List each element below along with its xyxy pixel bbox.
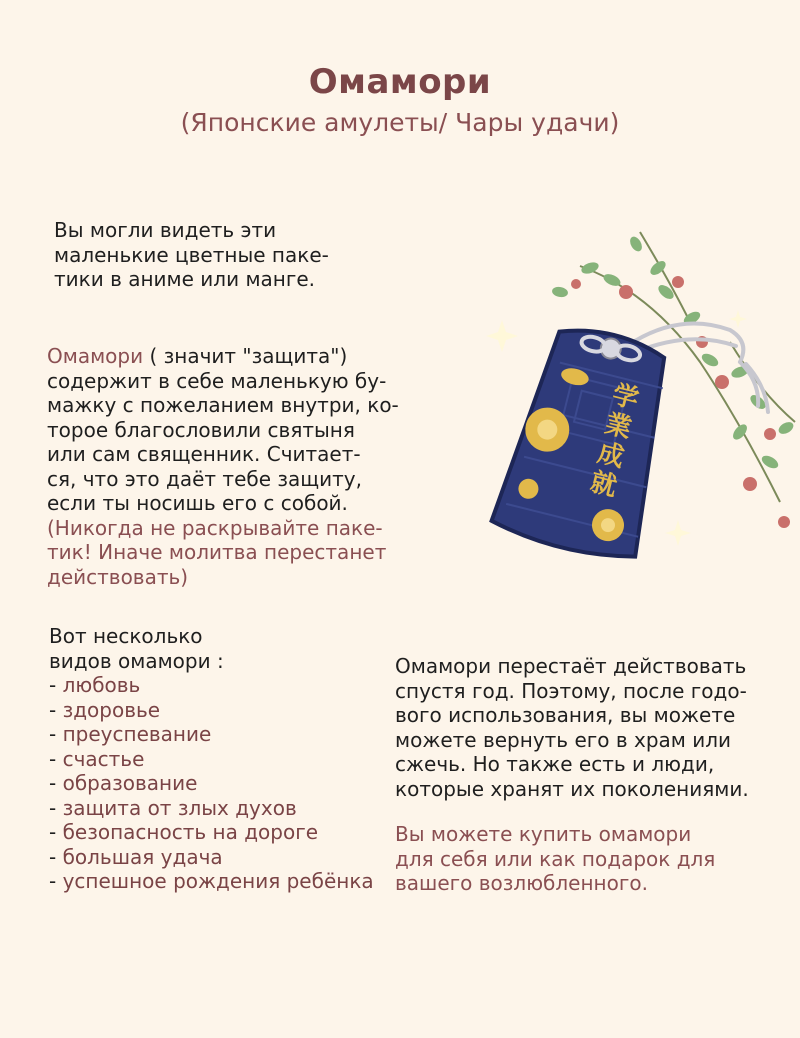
list-item [49, 698, 374, 723]
types-heading-line: видов омамори : [49, 648, 224, 673]
expiry-line: можете вернуть его в храм или [395, 727, 732, 752]
expiry-line: спустя год. Поэтому, после годо- [395, 678, 747, 703]
expiry-paragraph [395, 654, 749, 801]
omamori-term: Омамори [47, 344, 144, 368]
list-item [49, 747, 374, 772]
intro-line: маленькие цветные паке- [54, 242, 329, 267]
expiry-line: которые хранят их поколениями. [395, 776, 749, 801]
list-dash: - [49, 771, 63, 795]
description-first-line [47, 344, 399, 369]
types-heading-line: Вот несколько [49, 624, 203, 648]
list-item [49, 796, 374, 821]
description-line: мажку с пожеланием внутри, ко- [47, 393, 399, 417]
list-item [49, 869, 374, 894]
intro-paragraph [54, 218, 329, 292]
purchase-line: Вы можете купить омамори [395, 822, 692, 846]
list-item-text: здоровье [62, 697, 161, 722]
list-dash: - [49, 722, 63, 746]
term-meaning: ( значит "защита") [143, 344, 348, 368]
list-item-text: счастье [62, 746, 145, 771]
list-item-text: защита от злых духов [62, 795, 297, 820]
list-item [49, 820, 374, 845]
list-dash: - [49, 673, 63, 697]
list-item-text: преуспевание [62, 722, 212, 746]
list-item [49, 771, 374, 796]
purchase-paragraph [395, 822, 715, 896]
kanji-char: 就 [587, 467, 620, 503]
purchase-line: вашего возлюбленного. [395, 871, 648, 895]
omamori-charm-icon [440, 222, 800, 582]
expiry-line: Омамори перестаёт действовать [395, 654, 747, 678]
description-line: содержит в себе маленькую бу- [47, 368, 387, 393]
kanji-char: 成 [594, 438, 628, 474]
list-item [49, 673, 374, 698]
warning-line: (Никогда не раскрывайте паке- [47, 515, 383, 540]
warning-line: тик! Иначе молитва перестанет [47, 540, 387, 564]
list-dash: - [49, 795, 63, 820]
expiry-line: сжечь. Но также есть и люди, [395, 752, 715, 776]
intro-line: Вы могли видеть эти [54, 218, 277, 242]
description-line: если ты носишь его с собой. [47, 491, 348, 515]
description-line: торое благословили святыня [47, 417, 355, 442]
expiry-line: вого использования, вы можете [395, 703, 736, 727]
list-dash: - [49, 697, 63, 722]
page-subtitle: (Японские амулеты/ Чары удачи) [180, 108, 620, 137]
kanji-char: 業 [601, 408, 635, 445]
charm-bag-icon [489, 317, 686, 565]
list-dash: - [49, 746, 63, 771]
list-item-text: любовь [62, 673, 141, 697]
description-line: ся, что это даёт тебе защиту, [47, 466, 362, 491]
list-item [49, 722, 374, 747]
list-item [49, 845, 374, 870]
kanji-char: 学 [609, 379, 642, 416]
description-line: или сам священник. Считает- [47, 442, 361, 466]
description-paragraph [47, 344, 399, 589]
purchase-line: для себя или как подарок для [395, 846, 716, 871]
list-dash: - [49, 844, 63, 869]
warning-line: действовать) [47, 564, 189, 589]
types-list [49, 624, 374, 894]
intro-line: тики в аниме или манге. [54, 267, 316, 291]
page-title: Омамори [308, 62, 492, 102]
list-dash: - [49, 869, 63, 893]
list-item-text: безопасность на дороге [62, 820, 319, 844]
list-item-text: образование [62, 771, 198, 795]
list-dash: - [49, 820, 63, 844]
list-item-text: большая удача [62, 844, 223, 869]
list-item-text: успешное рождения ребёнка [62, 869, 374, 893]
